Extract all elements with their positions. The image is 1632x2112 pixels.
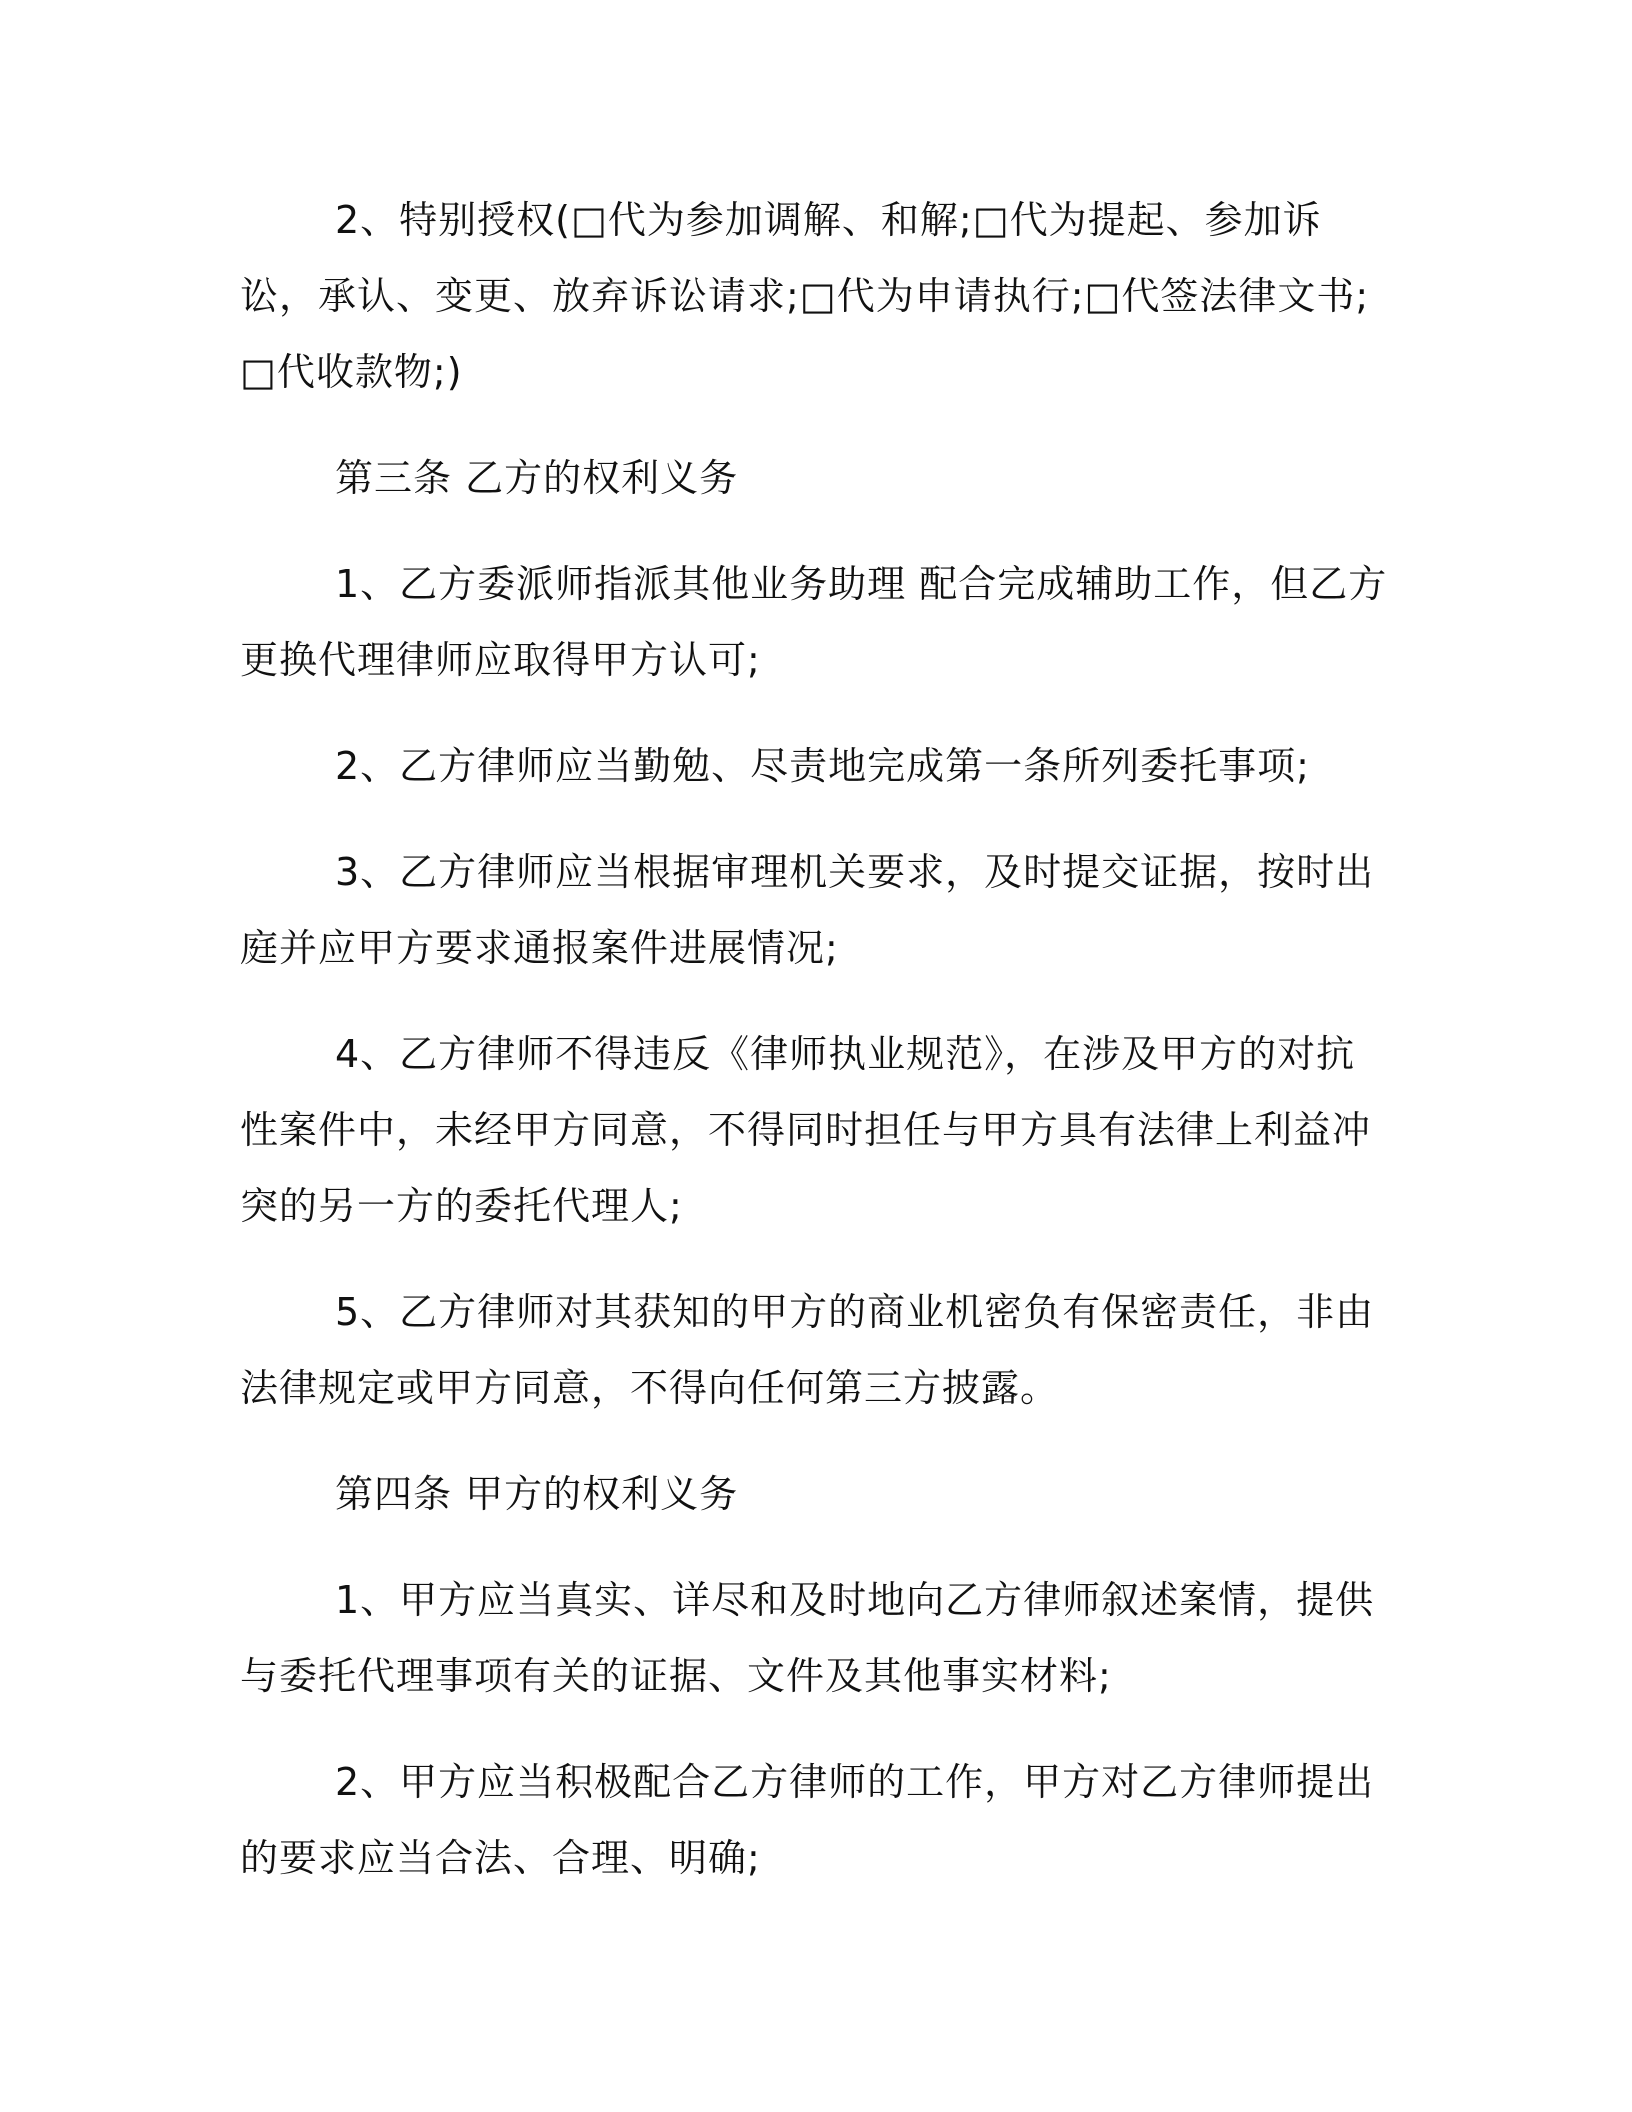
spacer bbox=[240, 410, 1390, 440]
document-body bbox=[240, 182, 1390, 1896]
paragraph-party-b-4: 4、乙方律师不得违反《律师执业规范》，在涉及甲方的对抗性案件中，未经甲方同意，不得同时担任与甲方具有法律上利益冲突的另一方的委托代理人; bbox=[240, 1032, 1372, 1228]
section-heading-article-3: 第三条 乙方的权利义务 bbox=[335, 456, 739, 500]
spacer bbox=[240, 986, 1390, 1016]
spacer bbox=[240, 1714, 1390, 1744]
spacer bbox=[240, 1532, 1390, 1562]
paragraph-party-a-1: 1、甲方应当真实、详尽和及时地向乙方律师叙述案情，提供与委托代理事项有关的证据、文件及其他事实材料; bbox=[240, 1578, 1375, 1698]
spacer bbox=[240, 804, 1390, 834]
paragraph-party-b-5: 5、乙方律师对其获知的甲方的商业机密负有保密责任，非由法律规定或甲方同意，不得向任何第三方披露。 bbox=[240, 1290, 1375, 1410]
paragraph-party-b-3: 3、乙方律师应当根据审理机关要求，及时提交证据，按时出庭并应甲方要求通报案件进展情况; bbox=[240, 850, 1375, 970]
paragraph-party-b-1: 1、乙方委派师指派其他业务助理 配合完成辅助工作，但乙方更换代理律师应取得甲方认可; bbox=[240, 562, 1388, 682]
spacer bbox=[240, 698, 1390, 728]
paragraph-party-b-2: 2、乙方律师应当勤勉、尽责地完成第一条所列委托事项; bbox=[335, 744, 1310, 788]
spacer bbox=[240, 516, 1390, 546]
section-heading-article-4: 第四条 甲方的权利义务 bbox=[335, 1472, 739, 1516]
spacer bbox=[240, 1426, 1390, 1456]
paragraph-party-a-2: 2、甲方应当积极配合乙方律师的工作，甲方对乙方律师提出的要求应当合法、合理、明确; bbox=[240, 1760, 1375, 1880]
spacer bbox=[240, 1244, 1390, 1274]
paragraph-special-authorization: 2、特别授权(□代为参加调解、和解;□代为提起、参加诉讼，承认、变更、放弃诉讼请求;□代为申请执行;□代签法律文书;□代收款物;) bbox=[240, 198, 1370, 394]
